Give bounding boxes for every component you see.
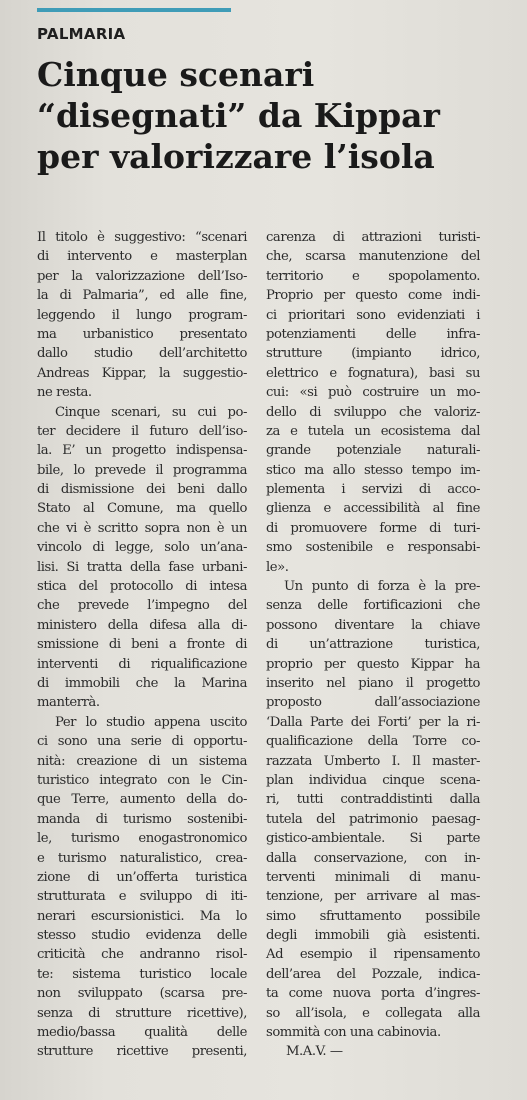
article-line: ri, tutti contraddistinti dalla: [266, 792, 480, 808]
article-line: senza di strutture ricettive),: [37, 1005, 247, 1021]
article-line: elettrico e fognatura), basi su: [266, 365, 480, 381]
article-line: inserito nel piano il progetto: [266, 675, 480, 691]
article-line: che prevede l’impegno del: [37, 598, 247, 614]
article-line: le, turismo enogastronomico: [37, 831, 247, 847]
article-line: cui: «si può costruire un mo-: [266, 385, 480, 401]
article-line: manterrà.: [37, 695, 100, 711]
byline: M.A.V. —: [286, 1044, 343, 1060]
article-line: strutturata e sviluppo di iti-: [37, 889, 247, 905]
article-line: simo sfruttamento possibile: [266, 908, 480, 924]
article-line: razzata Umberto I. Il master-: [266, 753, 480, 769]
headline-line: Cinque scenari: [37, 55, 315, 94]
article-line: dello di sviluppo che valoriz-: [266, 404, 480, 420]
article-line: carenza di attrazioni turisti-: [266, 230, 480, 245]
article-line: bile, lo prevede il programma: [37, 462, 247, 478]
article-line: smissione di beni a fronte di: [37, 637, 247, 653]
article-line: e turismo naturalistico, crea-: [37, 850, 247, 866]
article-line: grande potenziale naturali-: [266, 443, 480, 459]
article-line: glienza e accessibilità al fine: [266, 501, 480, 517]
article-column-right: [266, 228, 480, 1062]
article-line: non sviluppato (scarsa pre-: [37, 986, 247, 1002]
article-line: che vi è scritto sopra non è un: [37, 520, 247, 536]
article-line: proprio per questo Kippar ha: [266, 656, 480, 672]
article-line: Il titolo è suggestivo: “scenari: [37, 230, 247, 245]
article-line: tenzione, per arrivare al mas-: [266, 889, 480, 905]
article-line: nità: creazione di un sistema: [37, 753, 247, 769]
section-label: PALMARIA: [37, 25, 126, 43]
article-line: dalla conservazione, con in-: [266, 850, 480, 866]
article-line: plementa i servizi di acco-: [266, 482, 480, 498]
article-line: plan individua cinque scena-: [266, 772, 480, 788]
article-line: dallo studio dell’architetto: [37, 346, 247, 362]
article-line: medio/bassa qualità delle: [37, 1025, 247, 1041]
article-line: zione di un’offerta turistica: [37, 869, 247, 885]
article-line: ma urbanistico presentato: [37, 326, 247, 342]
article-line: vincolo di legge, solo un’ana-: [37, 540, 247, 556]
article-line: possono diventare la chiave: [266, 617, 480, 633]
section-accent-bar: [37, 8, 231, 12]
article-line: di intervento e masterplan: [37, 249, 247, 265]
article-line: strutture ricettive presenti,: [37, 1044, 247, 1060]
article-line: ne resta.: [37, 385, 92, 401]
article-line: di promuovere forme di turi-: [266, 520, 480, 536]
article-line: che, scarsa manutenzione del: [266, 249, 480, 265]
article-line: Un punto di forza è la pre-: [284, 579, 480, 595]
article-line: turistico integrato con le Cin-: [37, 772, 247, 788]
article-line: stico ma allo stesso tempo im-: [266, 462, 480, 478]
article-line: lisi. Si tratta della fase urbani-: [37, 559, 247, 575]
bleed-through-text: [305, 168, 520, 198]
article-line: Stato al Comune, ma quello: [37, 501, 247, 517]
article-line: di un’attrazione turistica,: [266, 637, 480, 653]
article-line: stica del protocollo di intesa: [37, 579, 247, 595]
article-line: ta come nuova porta d’ingres-: [266, 986, 480, 1002]
article-line: la. E’ un progetto indispensa-: [37, 443, 247, 459]
article-line: dell’area del Pozzale, indica-: [266, 966, 480, 982]
article-line: sommità con una cabinovia.: [266, 1025, 441, 1041]
article-line: que Terre, aumento della do-: [37, 792, 247, 808]
article-line: di dismissione dei beni dallo: [37, 482, 247, 498]
article-line: ‘Dalla Parte dei Forti’ per la ri-: [266, 714, 480, 730]
article-line: strutture (impianto idrico,: [266, 346, 480, 362]
article-column-left: [37, 228, 247, 1062]
article-line: per la valorizzazione dell’Iso-: [37, 268, 247, 284]
article-line: ci prioritari sono evidenziati i: [266, 307, 480, 323]
article-line: nerari escursionistici. Ma lo: [37, 908, 247, 924]
article-line: ter decidere il futuro dell’iso-: [37, 423, 247, 439]
article-line: so all’isola, e collegata alla: [266, 1005, 480, 1021]
article-line: za e tutela un ecosistema dal: [266, 423, 480, 439]
article-line: di immobili che la Marina: [37, 675, 247, 691]
article-line: stesso studio evidenza delle: [37, 928, 247, 944]
article-line: Proprio per questo come indi-: [266, 288, 480, 304]
headline-line: per valorizzare l’isola: [37, 137, 435, 176]
article-line: te: sistema turistico locale: [37, 966, 247, 982]
article-line: ministero della difesa alla di-: [37, 617, 247, 633]
article-line: Ad esempio il ripensamento: [266, 947, 480, 963]
article-line: le».: [266, 559, 289, 575]
headline: [37, 54, 512, 177]
article-line: potenziamenti delle infra-: [266, 326, 480, 342]
article-line: Per lo studio appena uscito: [55, 714, 247, 730]
article-line: terventi minimali di manu-: [266, 869, 480, 885]
article-line: Andreas Kippar, la suggestio-: [37, 365, 247, 381]
article-line: senza delle fortificazioni che: [266, 598, 480, 614]
article-line: smo sostenibile e responsabi-: [266, 540, 480, 556]
article-line: criticità che andranno risol-: [37, 947, 247, 963]
article-line: degli immobili già esistenti.: [266, 928, 480, 944]
article-line: gistico-ambientale. Si parte: [266, 831, 480, 847]
article-line: qualificazione della Torre co-: [266, 734, 480, 750]
article-line: ci sono una serie di opportu-: [37, 734, 247, 750]
article-line: proposto dall’associazione: [266, 695, 480, 711]
article-line: interventi di riqualificazione: [37, 656, 247, 672]
article-line: Cinque scenari, su cui po-: [55, 404, 247, 420]
article-line: manda di turismo sostenibi-: [37, 811, 247, 827]
article-line: la di Palmaria”, ed alle fine,: [37, 288, 247, 304]
article-line: territorio e spopolamento.: [266, 268, 480, 284]
headline-line: “disegnati” da Kippar: [37, 96, 440, 135]
article-line: tutela del patrimonio paesag-: [266, 811, 480, 827]
article-line: leggendo il lungo program-: [37, 307, 247, 323]
